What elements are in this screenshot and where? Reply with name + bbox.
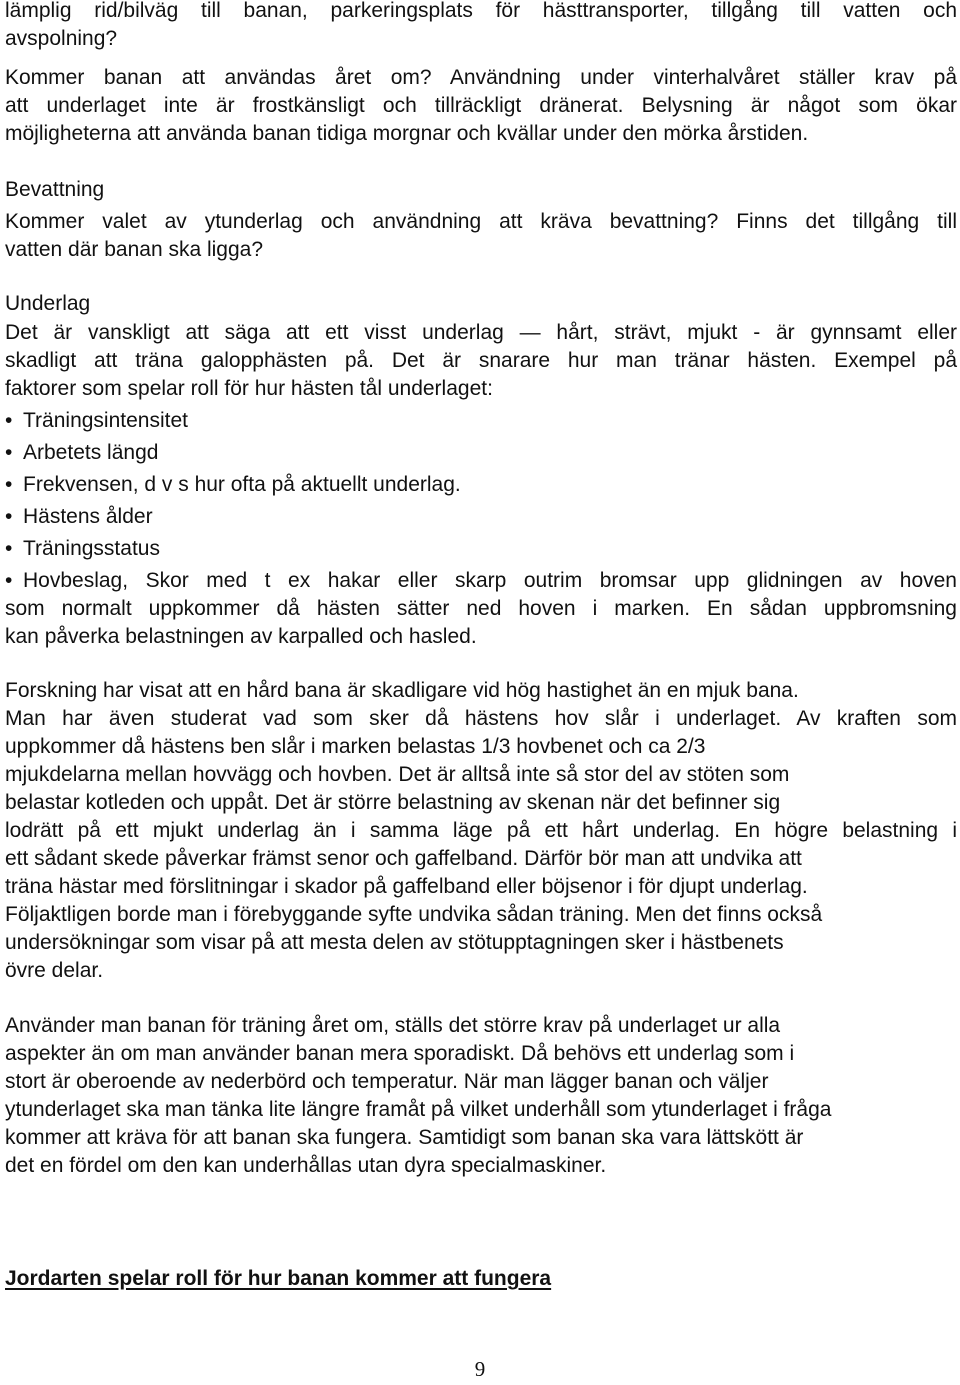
paragraph-line: Man har även studerat vad som sker då hästens hov slår i underlaget. Av kraften som xyxy=(5,707,957,730)
irrigation-heading: Bevattning xyxy=(5,178,105,201)
paragraph-line: Kommer valet av ytunderlag och användning att kräva bevattning? Finns det tillgång till xyxy=(5,210,957,233)
paragraph-line: träna hästar med förslitningar i skador på gaffelband eller böjsenor i för djupt underlag. xyxy=(5,875,808,898)
paragraph-line: skadligt att träna galopphästen på. Det är snarare hur man tränar hästen. Exempel på xyxy=(5,349,957,372)
list-item-text: Hästens ålder xyxy=(23,505,153,528)
bullet-icon: • xyxy=(5,505,13,528)
list-item-text: Träningsstatus xyxy=(23,537,160,560)
paragraph-line: faktorer som spelar roll för hur hästen tål underlaget: xyxy=(5,377,493,400)
bullet-icon: • xyxy=(5,473,13,496)
paragraph-line: mjukdelarna mellan hovvägg och hovben. Det är alltså inte så stor del av stöten som xyxy=(5,763,790,786)
intro-line: lämplig rid/bilväg till banan, parkeringsplats för hästtransporter, tillgång till vatten och xyxy=(5,0,957,22)
paragraph-line: Forskning har visat att en hård bana är skadligare vid hög hastighet än en mjuk bana. xyxy=(5,679,799,702)
bullet-icon: • xyxy=(5,569,13,592)
paragraph-line: Följaktligen borde man i förebyggande syfte undvika sådan träning. Men det finns också xyxy=(5,903,823,926)
paragraph-line: vatten där banan ska ligga? xyxy=(5,238,264,261)
paragraph-line: undersökningar som visar på att mesta delen av stötupptagningen sker i hästbenets xyxy=(5,931,784,954)
list-item-text: kan påverka belastningen av karpalled och hasled. xyxy=(5,625,477,648)
bullet-icon: • xyxy=(5,441,13,464)
paragraph-line: kommer att kräva för att banan ska fungera. Samtidigt som banan ska vara lättskött är xyxy=(5,1126,804,1149)
paragraph-line: möjligheterna att använda banan tidiga morgnar och kvällar under den mörka årstiden. xyxy=(5,122,809,145)
surface-heading: Underlag xyxy=(5,292,91,315)
paragraph-line: övre delar. xyxy=(5,959,104,982)
list-item-text: Träningsintensitet xyxy=(23,409,188,432)
intro-line: avspolning? xyxy=(5,27,118,50)
paragraph-line: uppkommer då hästens ben slår i marken belastas 1/3 hovbenet och ca 2/3 xyxy=(5,735,706,758)
list-item-text: Arbetets längd xyxy=(23,441,159,464)
page-number: 9 xyxy=(474,1357,486,1381)
paragraph-line: Kommer banan att användas året om? Användning under vinterhalvåret ställer krav på xyxy=(5,66,957,89)
paragraph-line: aspekter än om man använder banan mera sporadiskt. Då behövs ett underlag som i xyxy=(5,1042,795,1065)
paragraph-line: ett sådant skede påverkar främst senor och gaffelband. Därför bör man att undvika att xyxy=(5,847,802,870)
paragraph-line: belastar kotleden och uppåt. Det är större belastning av skenan när det befinner sig xyxy=(5,791,781,814)
list-item-text: som normalt uppkommer då hästen sätter ned hoven i marken. En sådan uppbromsning xyxy=(5,597,957,620)
paragraph-line: att underlaget inte är frostkänsligt och tillräckligt dränerat. Belysning är något som ökar xyxy=(5,94,957,117)
paragraph-line: Använder man banan för träning året om, ställs det större krav på underlaget ur alla xyxy=(5,1014,781,1037)
bullet-icon: • xyxy=(5,409,13,432)
paragraph-line: Det är vanskligt att säga att ett visst underlag — hårt, strävt, mjukt - är gynnsamt eller xyxy=(5,321,957,344)
paragraph-line: det en fördel om den kan underhållas utan dyra specialmaskiner. xyxy=(5,1154,607,1177)
paragraph-line: ytunderlaget ska man tänka lite längre framåt på vilket underhåll som ytunderlaget i fråga xyxy=(5,1098,832,1121)
list-item-text: Hovbeslag, Skor med t ex hakar eller skarp outrim bromsar upp glidningen av hoven xyxy=(23,569,957,592)
paragraph-line: lodrätt på ett mjukt underlag än i samma läge på ett hårt underlag. En högre belastning i xyxy=(5,819,957,842)
list-item-text: Frekvensen, d v s hur ofta på aktuellt underlag. xyxy=(23,473,461,496)
bullet-icon: • xyxy=(5,537,13,560)
section-heading: Jordarten spelar roll för hur banan kommer att fungera xyxy=(5,1267,552,1290)
paragraph-line: stort är oberoende av nederbörd och temperatur. När man lägger banan och väljer xyxy=(5,1070,769,1093)
